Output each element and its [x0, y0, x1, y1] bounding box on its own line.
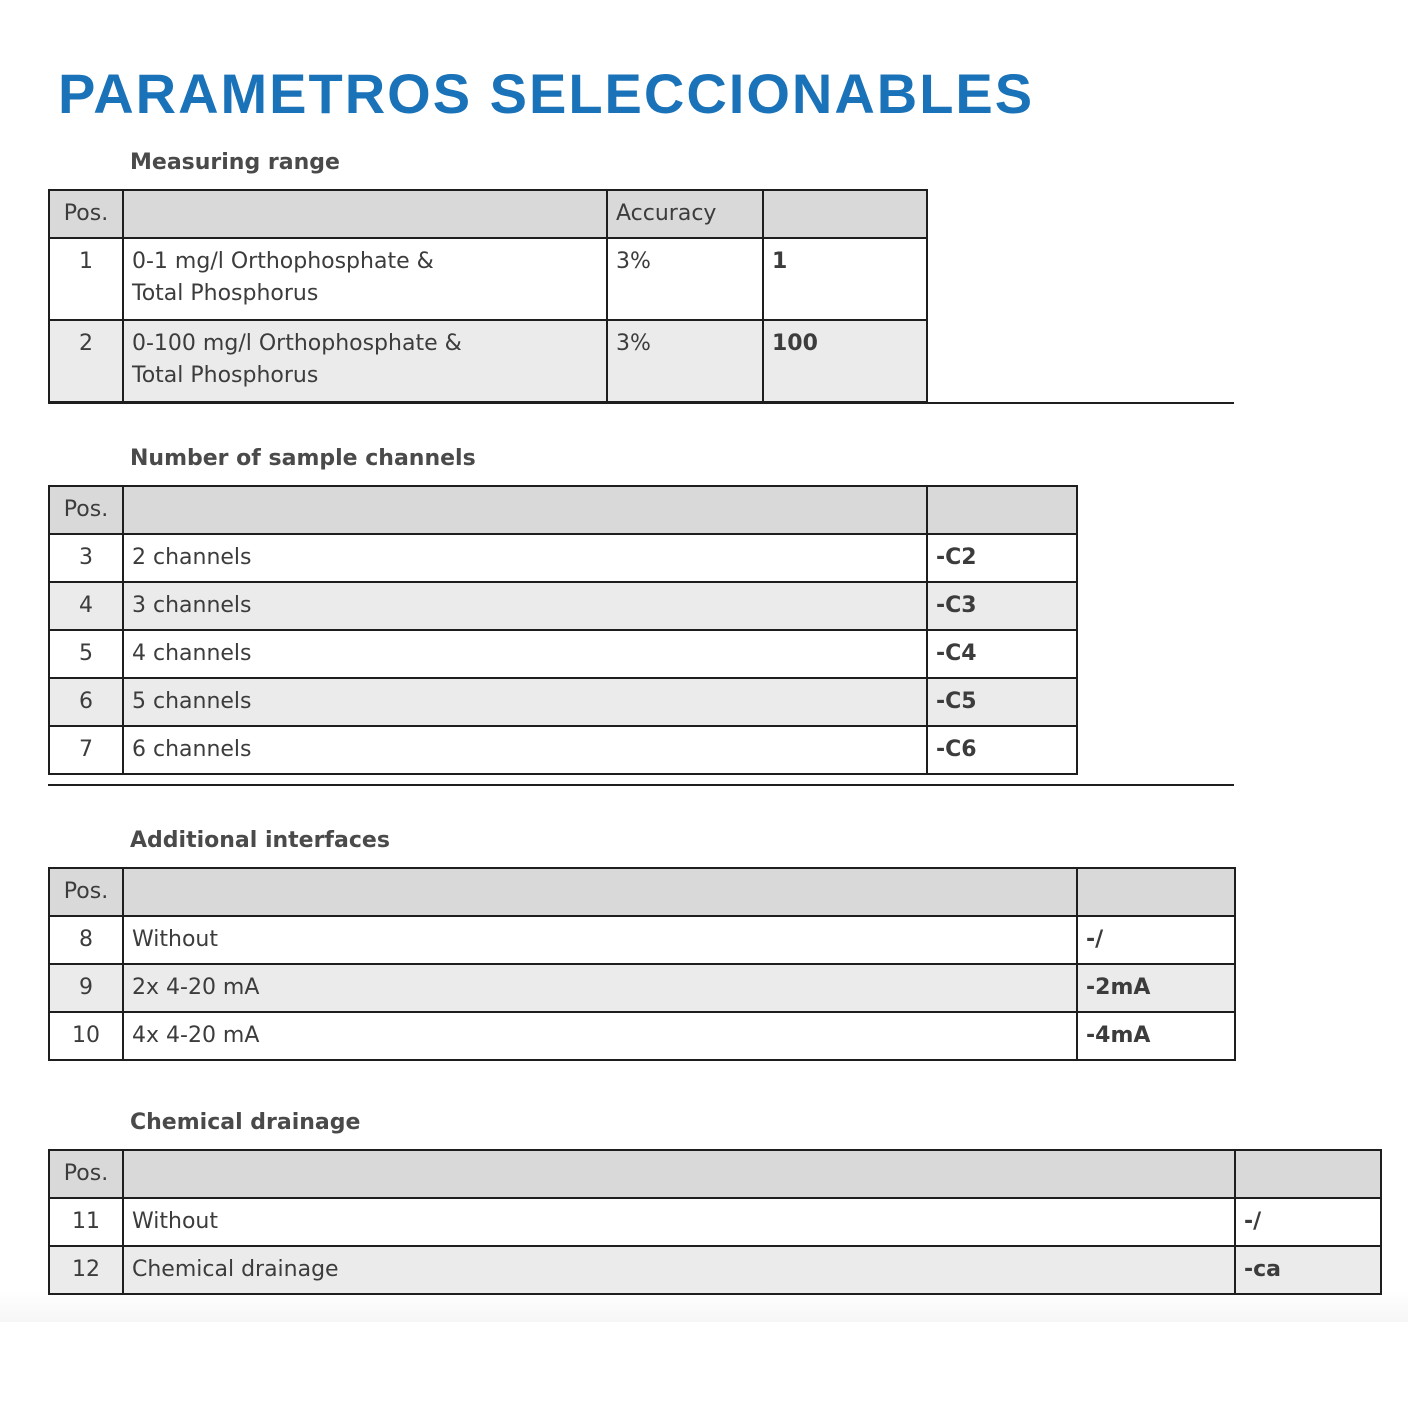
row-code: 100	[763, 320, 927, 402]
header-code	[1235, 1150, 1381, 1198]
row-description: Chemical drainage	[123, 1246, 1235, 1294]
header-description	[123, 1150, 1235, 1198]
header-description	[123, 486, 927, 534]
row-code: -C4	[927, 630, 1077, 678]
table-row	[49, 964, 1235, 1012]
page-bottom	[0, 1322, 1408, 1408]
table-row	[49, 1246, 1381, 1294]
row-pos: 11	[49, 1198, 123, 1246]
sample-channels-table	[48, 485, 1078, 775]
section-heading-chemical-drainage: Chemical drainage	[130, 1110, 361, 1135]
section-heading-additional-interfaces: Additional interfaces	[130, 828, 390, 853]
row-description-line2: Total Phosphorus	[132, 281, 319, 306]
row-code: -ca	[1235, 1246, 1381, 1294]
header-pos: Pos.	[49, 190, 123, 238]
measuring-range-table	[48, 189, 928, 403]
header-code	[763, 190, 927, 238]
header-pos: Pos.	[49, 486, 123, 534]
row-pos: 1	[49, 238, 123, 320]
header-accuracy: Accuracy	[607, 190, 763, 238]
header-code	[927, 486, 1077, 534]
row-description	[123, 320, 607, 402]
row-description-line1: 0-1 mg/l Orthophosphate &	[132, 249, 434, 274]
row-description-line2: Total Phosphorus	[132, 363, 319, 388]
row-code: 1	[763, 238, 927, 320]
row-code: -C3	[927, 582, 1077, 630]
row-pos: 3	[49, 534, 123, 582]
row-accuracy: 3%	[607, 238, 763, 320]
row-pos: 8	[49, 916, 123, 964]
row-code: -C6	[927, 726, 1077, 774]
table-row	[49, 1012, 1235, 1060]
row-description: 4 channels	[123, 630, 927, 678]
table-row	[49, 238, 927, 320]
section-rule	[48, 402, 1234, 404]
row-accuracy: 3%	[607, 320, 763, 402]
section-rule	[48, 784, 1234, 786]
row-description: Without	[123, 1198, 1235, 1246]
table-header-row	[49, 868, 1235, 916]
row-pos: 2	[49, 320, 123, 402]
table-row	[49, 1198, 1381, 1246]
table-header-row	[49, 190, 927, 238]
row-code: -4mA	[1077, 1012, 1235, 1060]
row-description	[123, 238, 607, 320]
table-header-row	[49, 1150, 1381, 1198]
row-description: 2x 4-20 mA	[123, 964, 1077, 1012]
table-row	[49, 582, 1077, 630]
row-code: -C5	[927, 678, 1077, 726]
header-pos: Pos.	[49, 1150, 123, 1198]
row-description-line1: 0-100 mg/l Orthophosphate &	[132, 331, 462, 356]
row-code: -2mA	[1077, 964, 1235, 1012]
table-row	[49, 678, 1077, 726]
row-description: 5 channels	[123, 678, 927, 726]
additional-interfaces-table	[48, 867, 1236, 1061]
header-description	[123, 190, 607, 238]
chemical-drainage-table	[48, 1149, 1382, 1295]
section-heading-sample-channels: Number of sample channels	[130, 446, 476, 471]
table-row	[49, 726, 1077, 774]
header-code	[1077, 868, 1235, 916]
row-pos: 5	[49, 630, 123, 678]
row-description: 3 channels	[123, 582, 927, 630]
section-heading-measuring-range: Measuring range	[130, 150, 340, 175]
table-row	[49, 630, 1077, 678]
row-pos: 9	[49, 964, 123, 1012]
table-row	[49, 916, 1235, 964]
row-code: -C2	[927, 534, 1077, 582]
row-code: -/	[1235, 1198, 1381, 1246]
row-description: 2 channels	[123, 534, 927, 582]
table-header-row	[49, 486, 1077, 534]
row-pos: 7	[49, 726, 123, 774]
table-row	[49, 320, 927, 402]
row-description: Without	[123, 916, 1077, 964]
row-pos: 6	[49, 678, 123, 726]
page-title: PARAMETROS SELECCIONABLES	[58, 62, 1035, 125]
row-description: 4x 4-20 mA	[123, 1012, 1077, 1060]
row-pos: 10	[49, 1012, 123, 1060]
table-row	[49, 534, 1077, 582]
header-pos: Pos.	[49, 868, 123, 916]
row-pos: 4	[49, 582, 123, 630]
row-description: 6 channels	[123, 726, 927, 774]
header-description	[123, 868, 1077, 916]
row-code: -/	[1077, 916, 1235, 964]
row-pos: 12	[49, 1246, 123, 1294]
